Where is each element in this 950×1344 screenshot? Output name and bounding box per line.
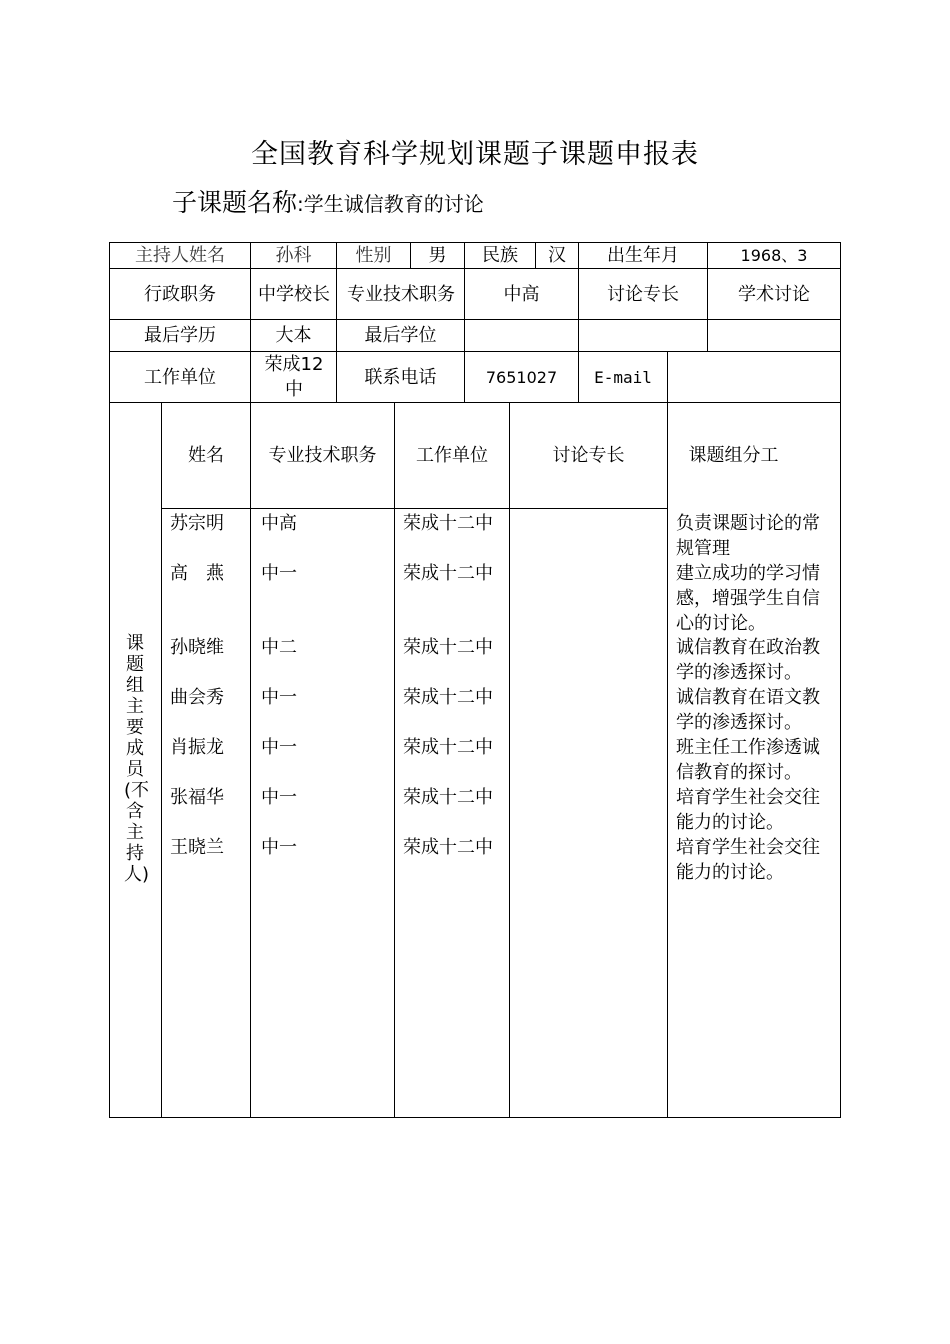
member-title: 中高 xyxy=(261,513,297,534)
specialty-label: 讨论专长 xyxy=(607,283,679,305)
education-label: 最后学历 xyxy=(144,325,216,346)
specialty-value: 学术讨论 xyxy=(738,283,810,305)
gender-value: 男 xyxy=(428,245,447,266)
member-name: 肖振龙 xyxy=(170,737,224,758)
member-unit: 荣成十二中 xyxy=(403,787,493,808)
birth-value: 1968、3 xyxy=(740,246,808,265)
member-duty: 培育学生社会交往能力的讨论。 xyxy=(676,837,820,883)
col-header-duty: 课题组分工 xyxy=(688,445,779,466)
member-unit: 荣成十二中 xyxy=(403,687,493,708)
member-duty: 建立成功的学习情感，增强学生自信心的讨论。 xyxy=(676,563,820,634)
member-title: 中一 xyxy=(261,837,297,858)
gender-label: 性别 xyxy=(355,245,392,266)
col-header-name: 姓名 xyxy=(188,445,224,466)
work-unit-label: 工作单位 xyxy=(144,366,216,388)
member-title: 中一 xyxy=(261,563,297,584)
member-unit: 荣成十二中 xyxy=(403,513,493,534)
member-name: 苏宗明 xyxy=(170,513,224,534)
member-unit: 荣成十二中 xyxy=(403,637,493,658)
subtitle-separator: : xyxy=(297,192,304,216)
subtitle-value: 学生诚信教育的讨论 xyxy=(303,192,484,216)
work-unit-value: 荣成12中 xyxy=(264,354,324,400)
phone-label: 联系电话 xyxy=(364,366,437,388)
member-duty: 负责课题讨论的常规管理 xyxy=(676,513,820,559)
education-value: 大本 xyxy=(275,325,312,346)
member-name: 王晓兰 xyxy=(170,837,224,858)
tech-title-label: 专业技术职务 xyxy=(347,283,455,305)
member-duty: 诚信教育在语文教学的渗透探讨。 xyxy=(676,687,820,733)
subtitle xyxy=(172,183,484,219)
member-title: 中二 xyxy=(261,637,297,658)
host-name-label: 主持人姓名 xyxy=(135,245,225,266)
ethnicity-label: 民族 xyxy=(482,245,518,266)
phone-value: 7651027 xyxy=(485,367,558,387)
col-header-title: 专业技术职务 xyxy=(268,445,377,466)
host-name-value: 孙科 xyxy=(275,245,312,266)
page-title: 全国教育科学规划课题子课题申报表 xyxy=(251,139,699,170)
member-name: 曲会秀 xyxy=(170,687,224,708)
col-header-unit: 工作单位 xyxy=(416,445,488,466)
member-title: 中一 xyxy=(261,737,297,758)
tech-title-value: 中高 xyxy=(503,283,540,305)
members-section-label: 课题组主要成员(不含主持人) xyxy=(124,633,150,885)
ethnicity-value: 汉 xyxy=(548,245,566,266)
email-label: E-mail xyxy=(594,367,652,387)
member-unit: 荣成十二中 xyxy=(403,737,493,758)
member-unit: 荣成十二中 xyxy=(403,837,493,858)
degree-label: 最后学位 xyxy=(364,325,437,346)
admin-position-value: 中学校长 xyxy=(258,283,330,305)
member-duty: 培育学生社会交往能力的讨论。 xyxy=(676,787,820,833)
member-name: 高 燕 xyxy=(170,563,224,584)
member-duty: 班主任工作渗透诚信教育的探讨。 xyxy=(676,737,820,783)
col-header-specialty: 讨论专长 xyxy=(552,445,625,466)
birth-label: 出生年月 xyxy=(607,245,679,266)
member-title: 中一 xyxy=(261,787,297,808)
member-name: 张福华 xyxy=(170,787,224,808)
admin-position-label: 行政职务 xyxy=(144,283,216,305)
member-name: 孙晓维 xyxy=(170,637,224,658)
subtitle-label: 子课题名称 xyxy=(172,188,298,217)
member-duty: 诚信教育在政治教学的渗透探讨。 xyxy=(676,637,820,683)
member-title: 中一 xyxy=(261,687,297,708)
member-unit: 荣成十二中 xyxy=(403,563,493,584)
